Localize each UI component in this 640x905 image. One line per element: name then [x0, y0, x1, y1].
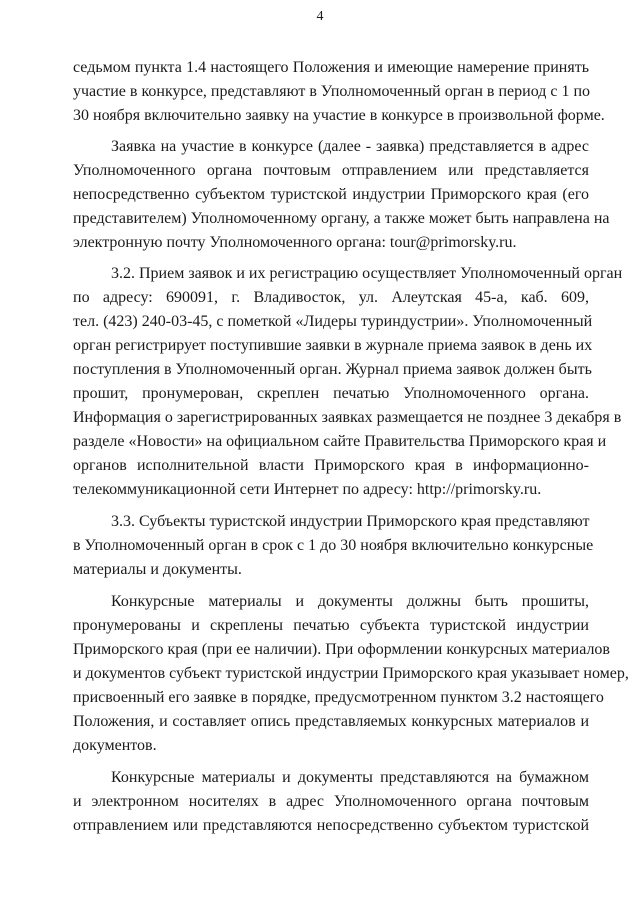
text-line: разделе «Новости» на официальном сайте Правительства Приморского края и: [73, 433, 607, 450]
text-line: отправлением или представляются непосредственно субъектом туристской: [73, 817, 589, 834]
text-line: представителем) Уполномоченному органу, а также может быть направлена на: [73, 210, 610, 227]
text-line: участие в конкурсе, представляют в Уполномоченный орган в период с 1 по: [73, 83, 591, 100]
text-line: органов исполнительной власти Приморского края в информационно-: [73, 457, 589, 474]
text-line: 30 ноября включительно заявку на участие в конкурсе в произвольной форме.: [73, 107, 605, 124]
text-line: непосредственно субъектом туристской индустрии Приморского края (его: [73, 186, 589, 203]
text-line: документов.: [73, 737, 157, 754]
text-line: 3.3. Субъекты туристской индустрии Приморского края представляют: [111, 513, 590, 530]
text-line: орган регистрирует поступившие заявки в журнале приема заявок в день их: [73, 337, 593, 354]
text-line: тел. (423) 240-03-45, с пометкой «Лидеры туриндустрии». Уполномоченный: [73, 313, 593, 330]
page-number: 4: [316, 9, 324, 24]
text-line: и электронном носителях в адрес Уполномоченного органа почтовым: [73, 793, 589, 810]
text-line: Приморского края (при ее наличии). При оформлении конкурсных материалов: [73, 641, 610, 658]
text-line: прошит, пронумерован, скреплен печатью Уполномоченного органа.: [73, 385, 589, 402]
text-line: по адресу: 690091, г. Владивосток, ул. Алеутская 45-а, каб. 609,: [73, 289, 589, 306]
text-line: поступления в Уполномоченный орган. Журнал приема заявок должен быть: [73, 361, 592, 378]
text-line: Информация о зарегистрированных заявках размещается не позднее 3 декабря в: [73, 409, 622, 426]
text-line: седьмом пункта 1.4 настоящего Положения и имеющие намерение принять: [73, 59, 589, 76]
text-line: Уполномоченного органа почтовым отправлением или представляется: [73, 162, 589, 179]
text-line: Конкурсные материалы и документы представляются на бумажном: [111, 769, 589, 786]
text-line: и документов субъект туристской индустрии Приморского края указывает номер,: [73, 665, 629, 682]
text-line: в Уполномоченный орган в срок с 1 до 30 ноября включительно конкурсные: [73, 537, 594, 554]
text-line: Конкурсные материалы и документы должны быть прошиты,: [111, 593, 589, 610]
text-line: присвоенный его заявке в порядке, предусмотренном пунктом 3.2 настоящего: [73, 689, 604, 706]
text-line: Положения, и составляет опись представляемых конкурсных материалов и: [73, 713, 589, 730]
text-line: пронумерованы и скреплены печатью субъекта туристской индустрии: [73, 617, 589, 634]
text-line: Заявка на участие в конкурсе (далее - заявка) представляется в адрес: [111, 138, 589, 155]
text-line: телекоммуникационной сети Интернет по адресу: http://primorsky.ru.: [73, 481, 542, 498]
text-line: 3.2. Прием заявок и их регистрацию осуществляет Уполномоченный орган: [111, 265, 623, 282]
text-line: электронную почту Уполномоченного органа: tour@primorsky.ru.: [73, 234, 517, 251]
text-line: материалы и документы.: [73, 561, 242, 578]
